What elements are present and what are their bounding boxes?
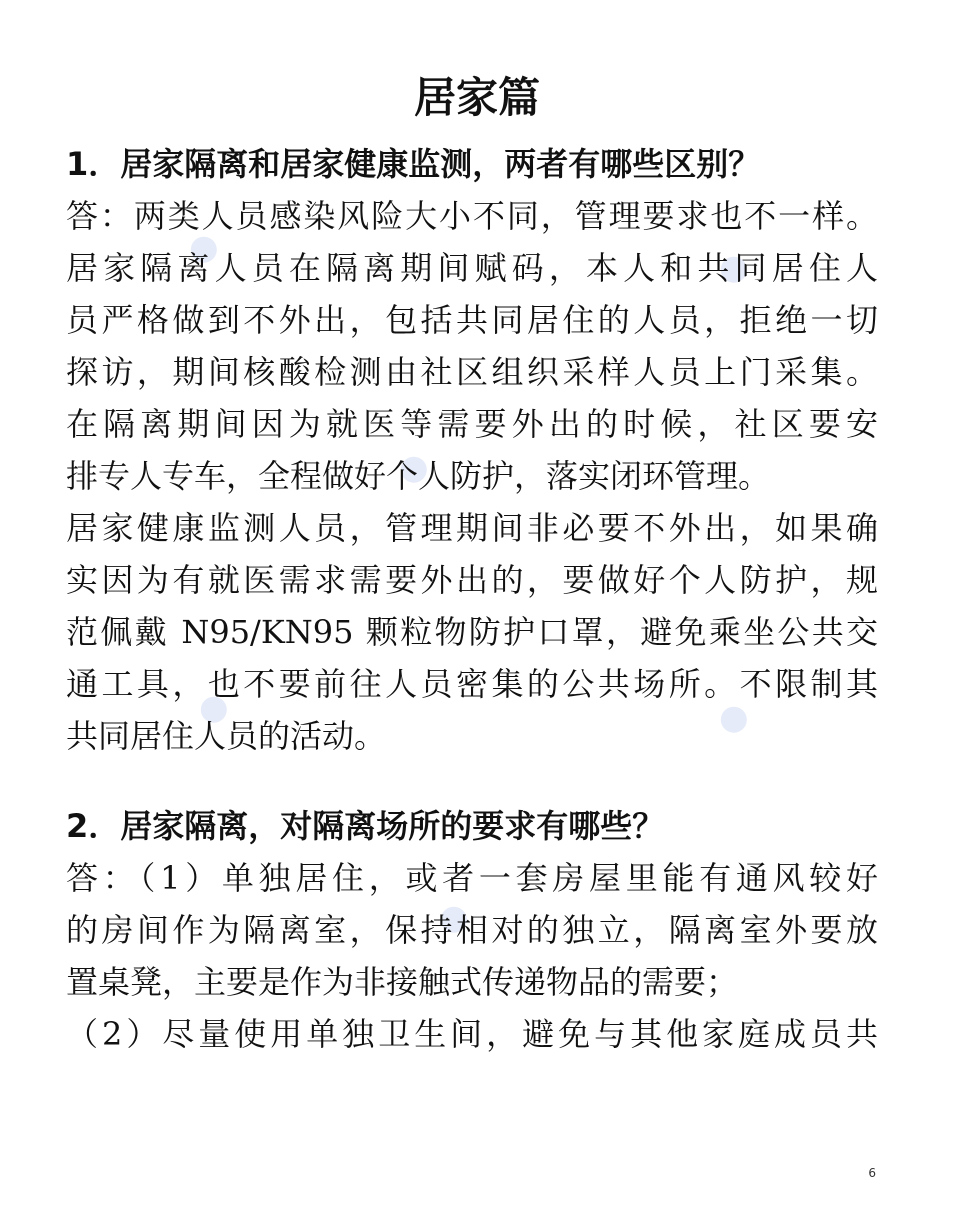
section-1-line: 探访，期间核酸检测由社区组织采样人员上门采集。	[66, 353, 878, 391]
section-1-line: 排专人专车，全程做好个人防护，落实闭环管理。	[66, 457, 771, 495]
section-2	[66, 800, 878, 1060]
section-1-heading: 1．居家隔离和居家健康监测，两者有哪些区别？	[66, 145, 761, 183]
page-number: 6	[868, 1166, 876, 1180]
section-1-line: 通工具，也不要前往人员密集的公共场所。不限制其	[66, 665, 878, 703]
section-1-line: 答：两类人员感染风险大小不同，管理要求也不一样。	[66, 197, 878, 235]
section-2-line: 的房间作为隔离室，保持相对的独立，隔离室外要放	[66, 911, 878, 949]
section-2-line: 答：（1）单独居住，或者一套房屋里能有通风较好	[66, 859, 878, 897]
section-1-line: 员严格做到不外出，包括共同居住的人员，拒绝一切	[66, 301, 878, 339]
section-1-line: 在隔离期间因为就医等需要外出的时候，社区要安	[66, 405, 878, 443]
section-1-line: 实因为有就医需求需要外出的，要做好个人防护，规	[66, 561, 878, 599]
section-1-line: 居家隔离人员在隔离期间赋码，本人和共同居住人	[66, 249, 878, 287]
section-1	[66, 138, 878, 762]
page-title: 居家篇	[413, 73, 540, 122]
section-1-line: 共同居住人员的活动。	[66, 717, 387, 755]
section-2-heading: 2．居家隔离，对隔离场所的要求有哪些？	[66, 807, 665, 845]
section-2-line: （2）尽量使用单独卫生间，避免与其他家庭成员共	[66, 1015, 878, 1053]
section-1-line: 范佩戴 N95/KN95 颗粒物防护口罩，避免乘坐公共交	[66, 613, 878, 651]
section-2-line: 置桌凳，主要是作为非接触式传递物品的需要；	[66, 963, 739, 1001]
section-1-line: 居家健康监测人员，管理期间非必要不外出，如果确	[66, 509, 878, 547]
